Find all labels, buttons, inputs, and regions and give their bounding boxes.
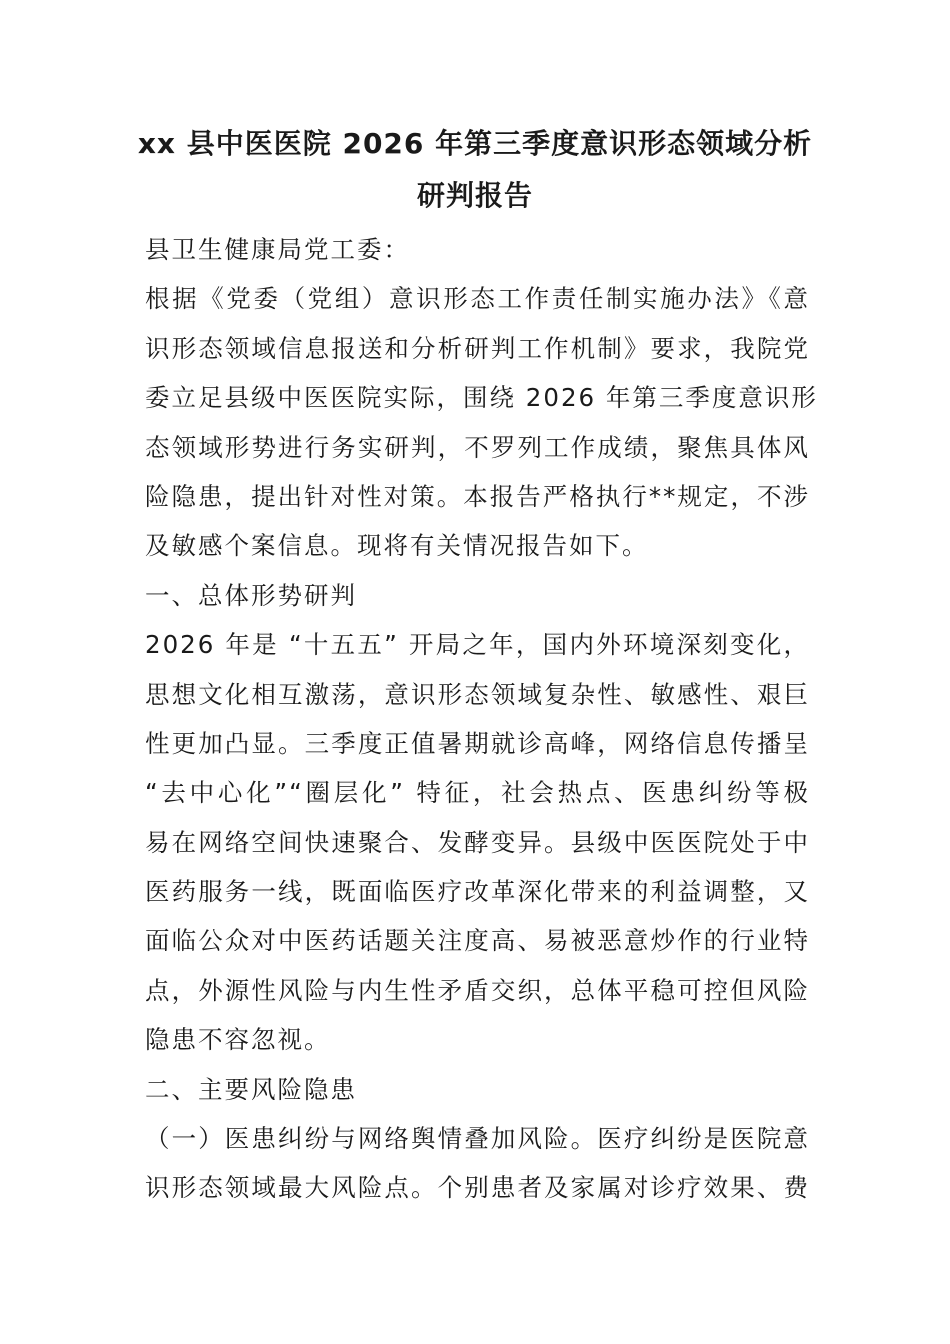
document-body	[145, 225, 818, 1213]
text-line: 一、总体形势研判	[145, 580, 357, 610]
text-line: 态领域形势进行务实研判，不罗列工作成绩，聚焦具体风	[145, 432, 810, 462]
text-line: 点，外源性风险与内生性矛盾交织，总体平稳可控但风险	[145, 975, 810, 1005]
text-line: 隐患不容忽视。	[145, 1025, 331, 1055]
text-line: 委立足县级中医医院实际，围绕 2026 年第三季度意识形	[145, 383, 818, 413]
text-line: 识形态领域最大风险点。个别患者及家属对诊疗效果、费	[145, 1173, 810, 1203]
text-line: 根据《党委（党组）意识形态工作责任制实施办法》《意	[145, 284, 810, 314]
text-line: （一）医患纠纷与网络舆情叠加风险。医疗纠纷是医院意	[145, 1124, 810, 1154]
text-line: 医药服务一线，既面临医疗改革深化带来的利益调整，又	[145, 877, 810, 907]
text-line: 易在网络空间快速聚合、发酵变异。县级中医医院处于中	[145, 827, 810, 857]
text-line: 2026 年是 “十五五” 开局之年，国内外环境深刻变化，	[145, 630, 810, 660]
text-line: 及敏感个案信息。现将有关情况报告如下。	[145, 531, 649, 561]
text-line: “去中心化”“圈层化” 特征，社会热点、医患纠纷等极	[145, 778, 810, 808]
document-title-line-2: 研判报告	[416, 179, 533, 212]
text-line: 性更加凸显。三季度正值暑期就诊高峰，网络信息传播呈	[145, 728, 810, 758]
text-line: 险隐患，提出针对性对策。本报告严格执行**规定，不涉	[145, 481, 810, 511]
text-line: 县卫生健康局党工委：	[145, 235, 410, 264]
text-line: 二、主要风险隐患	[145, 1074, 357, 1104]
text-line: 思想文化相互激荡，意识形态领域复杂性、敏感性、艰巨	[145, 679, 810, 709]
text-line: 面临公众对中医药话题关注度高、易被恶意炒作的行业特	[145, 926, 810, 956]
document-title-line-1: xx 县中医医院 2026 年第三季度意识形态领域分析	[137, 127, 813, 160]
text-line: 识形态领域信息报送和分析研判工作机制》要求，我院党	[145, 333, 810, 363]
